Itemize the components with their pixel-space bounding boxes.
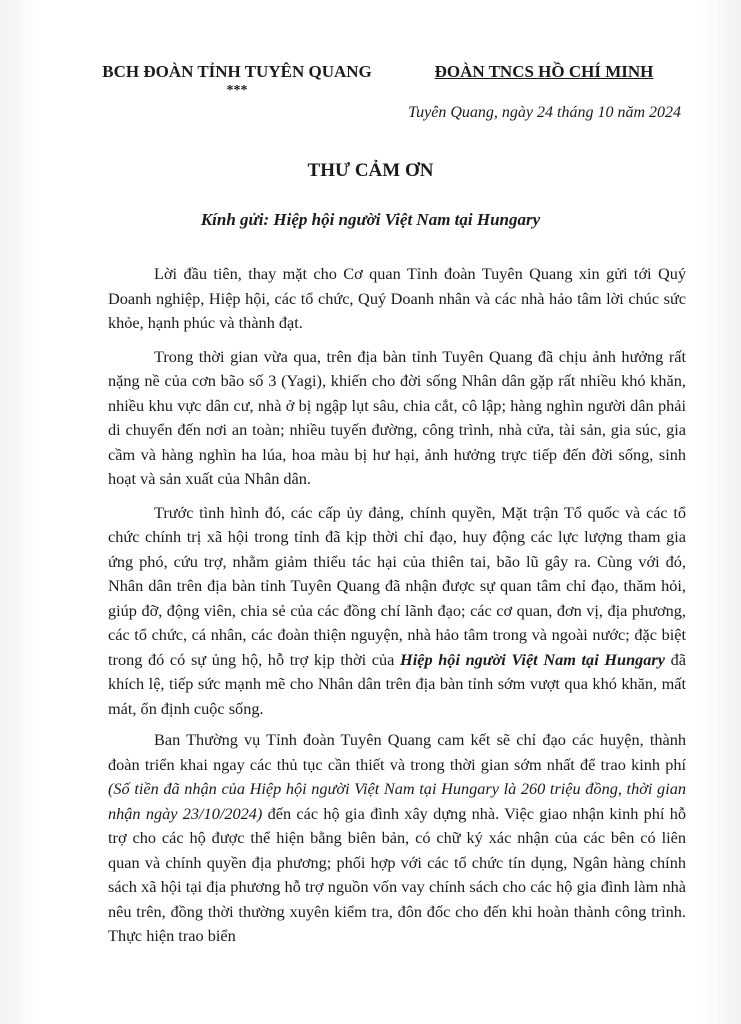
header-stars: *** (226, 83, 248, 98)
letter-body (108, 262, 686, 958)
letter-title: THƯ CẢM ƠN (307, 160, 434, 181)
paragraph-3 (108, 501, 686, 722)
paragraph-1: Lời đầu tiên, thay mặt cho Cơ quan Tỉnh đoàn Tuyên Quang xin gửi tới Quý Doanh nghiệp, Hiệp hội, các tổ chức, Quý Doanh nhân và các nhà hảo tâm lời chúc sức khỏe, hạnh phúc và thành đạt. (108, 264, 686, 332)
paragraph-2: Trong thời gian vừa qua, trên địa bàn tỉnh Tuyên Quang đã chịu ảnh hưởng rất nặng nề của cơn bão số 3 (Yagi), khiến cho đời sống Nhân dân gặp rất nhiều khó khăn, nhiều khu vực dân cư, nhà ở bị ngập lụt sâu, chia cắt, cô lập; hàng nghìn người dân phải di chuyển đến nơi an toàn; nhiều tuyến đường, công trình, nhà cửa, tài sản, gia súc, gia cầm và hàng nghìn ha lúa, hoa màu bị hư hại, ảnh hưởng trực tiếp đến đời sống, sinh hoạt và sản xuất của Nhân dân. (108, 346, 686, 488)
paragraph-4-text-b: đến các hộ gia đình xây dựng nhà. Việc giao nhận kinh phí hỗ trợ cho các hộ được thể hiện bằng biên bản, có chữ ký xác nhận của các bên có liên quan và chính quyền địa phương; phối hợp với các tổ chức tín dụng, Ngân hàng chính sách xã hội tại địa phương hỗ trợ nguồn vốn vay chính sách cho các hộ gia đình làm nhà nêu trên, đồng thời thường xuyên kiểm tra, đôn đốc cho đến khi hoàn thành công trình. Thực hiện trao biển (108, 803, 686, 945)
paragraph-4 (108, 728, 686, 949)
salutation: Kính gửi: Hiệp hội người Việt Nam tại Hungary (200, 210, 541, 229)
paragraph-3-text-b: đã khích lệ, tiếp sức mạnh mẽ cho Nhân dân trên địa bàn tỉnh sớm vượt qua khó khăn, mất mát, ổn định cuộc sống. (108, 649, 686, 718)
org-right-name: ĐOÀN TNCS HỒ CHÍ MINH (434, 62, 654, 81)
paragraph-4-amount-note: (Số tiền đã nhận của Hiệp hội người Việt Nam tại Hungary là 260 triệu đồng, thời gian nhận ngày 23/10/2024) (108, 779, 686, 823)
paragraph-3-text-a: Trước tình hình đó, các cấp ủy đảng, chính quyền, Mặt trận Tổ quốc và các tổ chức chính trị xã hội trong tỉnh đã kịp thời chỉ đạo, huy động các lực lượng tham gia ứng phó, cứu trợ, nhằm giảm thiểu tác hại của thiên tai, bão lũ gây ra. Cùng với đó, Nhân dân trên địa bàn tỉnh Tuyên Quang đã nhận được sự quan tâm chỉ đạo, thăm hỏi, giúp đỡ, động viên, chia sẻ của các đồng chí lãnh đạo; các cơ quan, đơn vị, địa phương, các tổ chức, cá nhân, các đoàn thiện nguyện, nhà hảo tâm trong và ngoài nước; đặc biệt trong đó có sự ủng hộ, hỗ trợ kịp thời của (108, 502, 686, 669)
paragraph-4-text-a: Ban Thường vụ Tỉnh đoàn Tuyên Quang cam kết sẽ chỉ đạo các huyện, thành đoàn triển khai ngay các thủ tục cần thiết và trong thời gian sớm nhất để trao kinh phí (108, 730, 686, 774)
paragraph-3-org-emphasis: Hiệp hội người Việt Nam tại Hungary (400, 649, 665, 669)
place-date: Tuyên Quang, ngày 24 tháng 10 năm 2024 (408, 104, 681, 121)
org-left-name: BCH ĐOÀN TỈNH TUYÊN QUANG (102, 62, 372, 81)
header-left (96, 62, 378, 98)
